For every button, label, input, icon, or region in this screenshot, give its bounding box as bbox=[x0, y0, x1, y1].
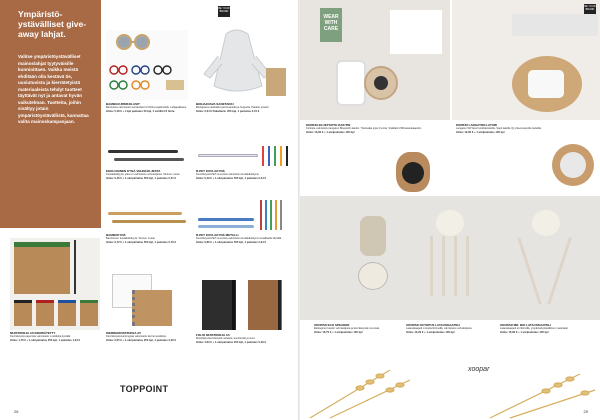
sunglasses-image bbox=[106, 30, 188, 100]
product-caption bbox=[306, 124, 446, 135]
product-price: Hinta: 4,63 € + 1-väripainatus 250 kpl, 1 painatus 5,09 € bbox=[196, 341, 266, 345]
rpet-metal-pen-image bbox=[196, 198, 292, 234]
product-title: BAMBUAURINKOLASIT bbox=[106, 102, 140, 106]
product-title: XOOPAR ECO SPEAKER bbox=[314, 323, 350, 327]
product-caption bbox=[196, 234, 292, 245]
left-page bbox=[0, 0, 299, 420]
wheat-decoration-image bbox=[300, 360, 600, 420]
product-desc: Bambuinen kuulakärkikynä. Sininen muste. bbox=[106, 237, 156, 241]
cork-charger-product-image bbox=[550, 138, 596, 194]
product-price: Hinta: 16,70 € + 1-väripainatus 100 kpl bbox=[314, 331, 363, 335]
product-price: Hinta: 3,34 € Pakattuna: 250 kpl, 1 painatus 3,01 € bbox=[196, 110, 260, 114]
product-title: KIERREMUISTIKIRJA A5 bbox=[106, 331, 141, 335]
product-title: R-PET KUULAKYNÄ bbox=[196, 169, 225, 173]
product-caption bbox=[314, 324, 398, 335]
folio-notebook-image bbox=[196, 276, 292, 332]
product-desc: Kuulakärkikynä, joka on valmistettu vehnäoljesta. Sininen muste. bbox=[106, 173, 181, 177]
product-price: Hinta: 0,49 € + 1-väripainatus 500 kpl, 1 painatus 0,54 € bbox=[196, 177, 266, 181]
toppoint-logo: TOPPOINT bbox=[120, 384, 169, 394]
product-desc: Kierrätetystä PET-muovista valmistettu kuulakärkikynä. bbox=[196, 173, 260, 177]
page-number: 29 bbox=[583, 409, 588, 414]
be-your-brand-logo: BE YOUR BRAND bbox=[218, 6, 230, 17]
product-title: MUISTIKIRJA A6 KIERRÄTETTY bbox=[10, 331, 56, 335]
product-caption bbox=[406, 324, 490, 335]
product-price: Hinta: 15,90 € + 1-väripainatus 100 kpl bbox=[500, 331, 549, 335]
product-price: Hinta: 5,48 € + 4 kpl painatus 50 kpl, 4 värillä 0,6 hinta bbox=[106, 110, 175, 114]
product-title: R-PET KUULAKYNÄ METALLI bbox=[196, 233, 239, 237]
product-desc: Ekologinen kaiutin vehnäoljesta ja kierrätetystä muovista. bbox=[314, 327, 380, 331]
product-price: Hinta: 13,90 € + 1-väripainatus 100 kpl bbox=[306, 131, 355, 135]
promo-panel bbox=[0, 0, 101, 228]
product-price: Hinta: 12,90 € + 1-väripainatus 100 kpl bbox=[456, 131, 505, 135]
promo-text: Valitse ympäristöystävälliset mainoslahjat tyytyväisille kunnioittaen. Vaikka meistä ehditään olla kestävä tie, uusiutuvista ja kierrätetyistä materiaaleista tehdyt tuotteet täyttävät nyt ja antavat hyvän vaikutelman. Tuotteita, joihin sisältyy jotain ympäristöystävällistä, kannattaa valita mainoskampanjaan. bbox=[18, 54, 89, 124]
be-your-brand-logo: BE YOUR BRAND bbox=[584, 4, 596, 15]
rpet-pen-image bbox=[196, 144, 292, 170]
product-title: XOOPAR OCTOPUS LATAUSKAAPELI bbox=[406, 323, 461, 327]
cork-speaker-product-image bbox=[310, 150, 436, 196]
product-caption bbox=[106, 103, 192, 114]
product-price: Hinta: 13,29 € + 1-väripainatus 100 kpl bbox=[406, 331, 455, 335]
product-price: Hinta: 0,72 € + 1-väripainatus 500 kpl, 1 painatus 0,79 € bbox=[106, 241, 176, 245]
page-number: 26 bbox=[14, 409, 19, 414]
product-caption bbox=[456, 124, 546, 135]
wheat-pen-image bbox=[106, 148, 192, 170]
product-desc: Kierrätetystä PET-muovista valmistettu kuulakärkikynä metallisella klipsillä. bbox=[196, 237, 282, 241]
product-title: BAMBUKYNÄ bbox=[106, 233, 126, 237]
product-title: FOLIO MUISTIKIRJA A5 bbox=[196, 333, 230, 337]
product-price: Hinta: 2,05 € + 1-väripainatus 250 kpl, 1 painatus 2,26 € bbox=[106, 339, 176, 343]
product-caption bbox=[106, 332, 194, 343]
product-desc: Biohajoava sadetakki painonapeilla ja huppulla. Pakattu pussiin. bbox=[196, 106, 270, 110]
product-title: BIOHAJOAVA SADETAKKI bbox=[196, 102, 234, 106]
wireless-charger-lifestyle-image bbox=[452, 0, 600, 120]
raincoat-image bbox=[196, 26, 292, 102]
product-caption bbox=[196, 334, 292, 345]
product-title: KORKKI BLUETOOTH KAIUTIN bbox=[306, 123, 351, 127]
promo-heading: Ympäristö-ystävälliset give-away lahjat. bbox=[18, 9, 87, 39]
spiral-notebook-image bbox=[108, 268, 188, 330]
product-price: Hinta: 1,76 € + 1-väripainatus 250 kpl, 1 painatus 1,94 € bbox=[10, 339, 80, 343]
product-caption bbox=[106, 234, 192, 245]
product-price: Hinta: 0,86 € + 1-väripainatus 500 kpl, 1 painatus 0,94 € bbox=[196, 241, 266, 245]
product-desc: Kierrätetystä kartongista valmistettu kierremuistikirja. bbox=[106, 335, 167, 339]
product-title: EKOLOGINEN KYNÄ VEHNÄOLJESTA bbox=[106, 169, 161, 173]
speaker-lifestyle-image bbox=[300, 0, 450, 120]
notebooks-image bbox=[10, 238, 100, 330]
product-caption bbox=[196, 170, 292, 181]
xoopar-logo: xoopar bbox=[468, 366, 490, 373]
product-desc: Latauskaapeli eri liittimillä, ympäristöystävällinen materiaali. bbox=[500, 327, 569, 331]
product-desc: Bambusta valmistetut aurinkolasit UV400-suojalinssillä. Lahjapakkaus. bbox=[106, 106, 187, 110]
product-price: Hinta: 0,46 € + 1-väripainatus 500 kpl, 1 painatus 0,51 € bbox=[106, 177, 176, 181]
product-title: XOOPAR MR. BIO LATAUSKAAPELI bbox=[500, 323, 551, 327]
product-caption bbox=[500, 324, 592, 335]
product-desc: Korkista valmistettu langaton Bluetooth-kaiutin. Toistoaika jopa 3 tuntia. Sisältää USB-latauskaapelin. bbox=[306, 127, 422, 131]
xoopar-products-image bbox=[300, 196, 600, 320]
product-caption bbox=[10, 332, 102, 343]
right-page bbox=[300, 0, 600, 420]
product-desc: Kierrätetystä paperista valmistettu muistikirja kynällä. bbox=[10, 335, 71, 339]
product-desc: Muistikirja kierrätetystä nahasta, kumilenkki ja sivut. bbox=[196, 337, 256, 341]
product-desc: Langaton 5W laturi korkkikotelolla. Sopii kaikille Qi-yhteensopiville laitteille. bbox=[456, 127, 542, 131]
bamboo-pen-image bbox=[106, 208, 192, 232]
product-caption bbox=[196, 103, 292, 114]
product-desc: Latauskaapeli monella liittimellä, valmistettu vehnäoljesta. bbox=[406, 327, 473, 331]
product-title: KORKKI LANGATON LATURI bbox=[456, 123, 497, 127]
wear-with-care-badge: WEAR WITH CARE bbox=[320, 8, 342, 42]
product-caption bbox=[106, 170, 192, 181]
